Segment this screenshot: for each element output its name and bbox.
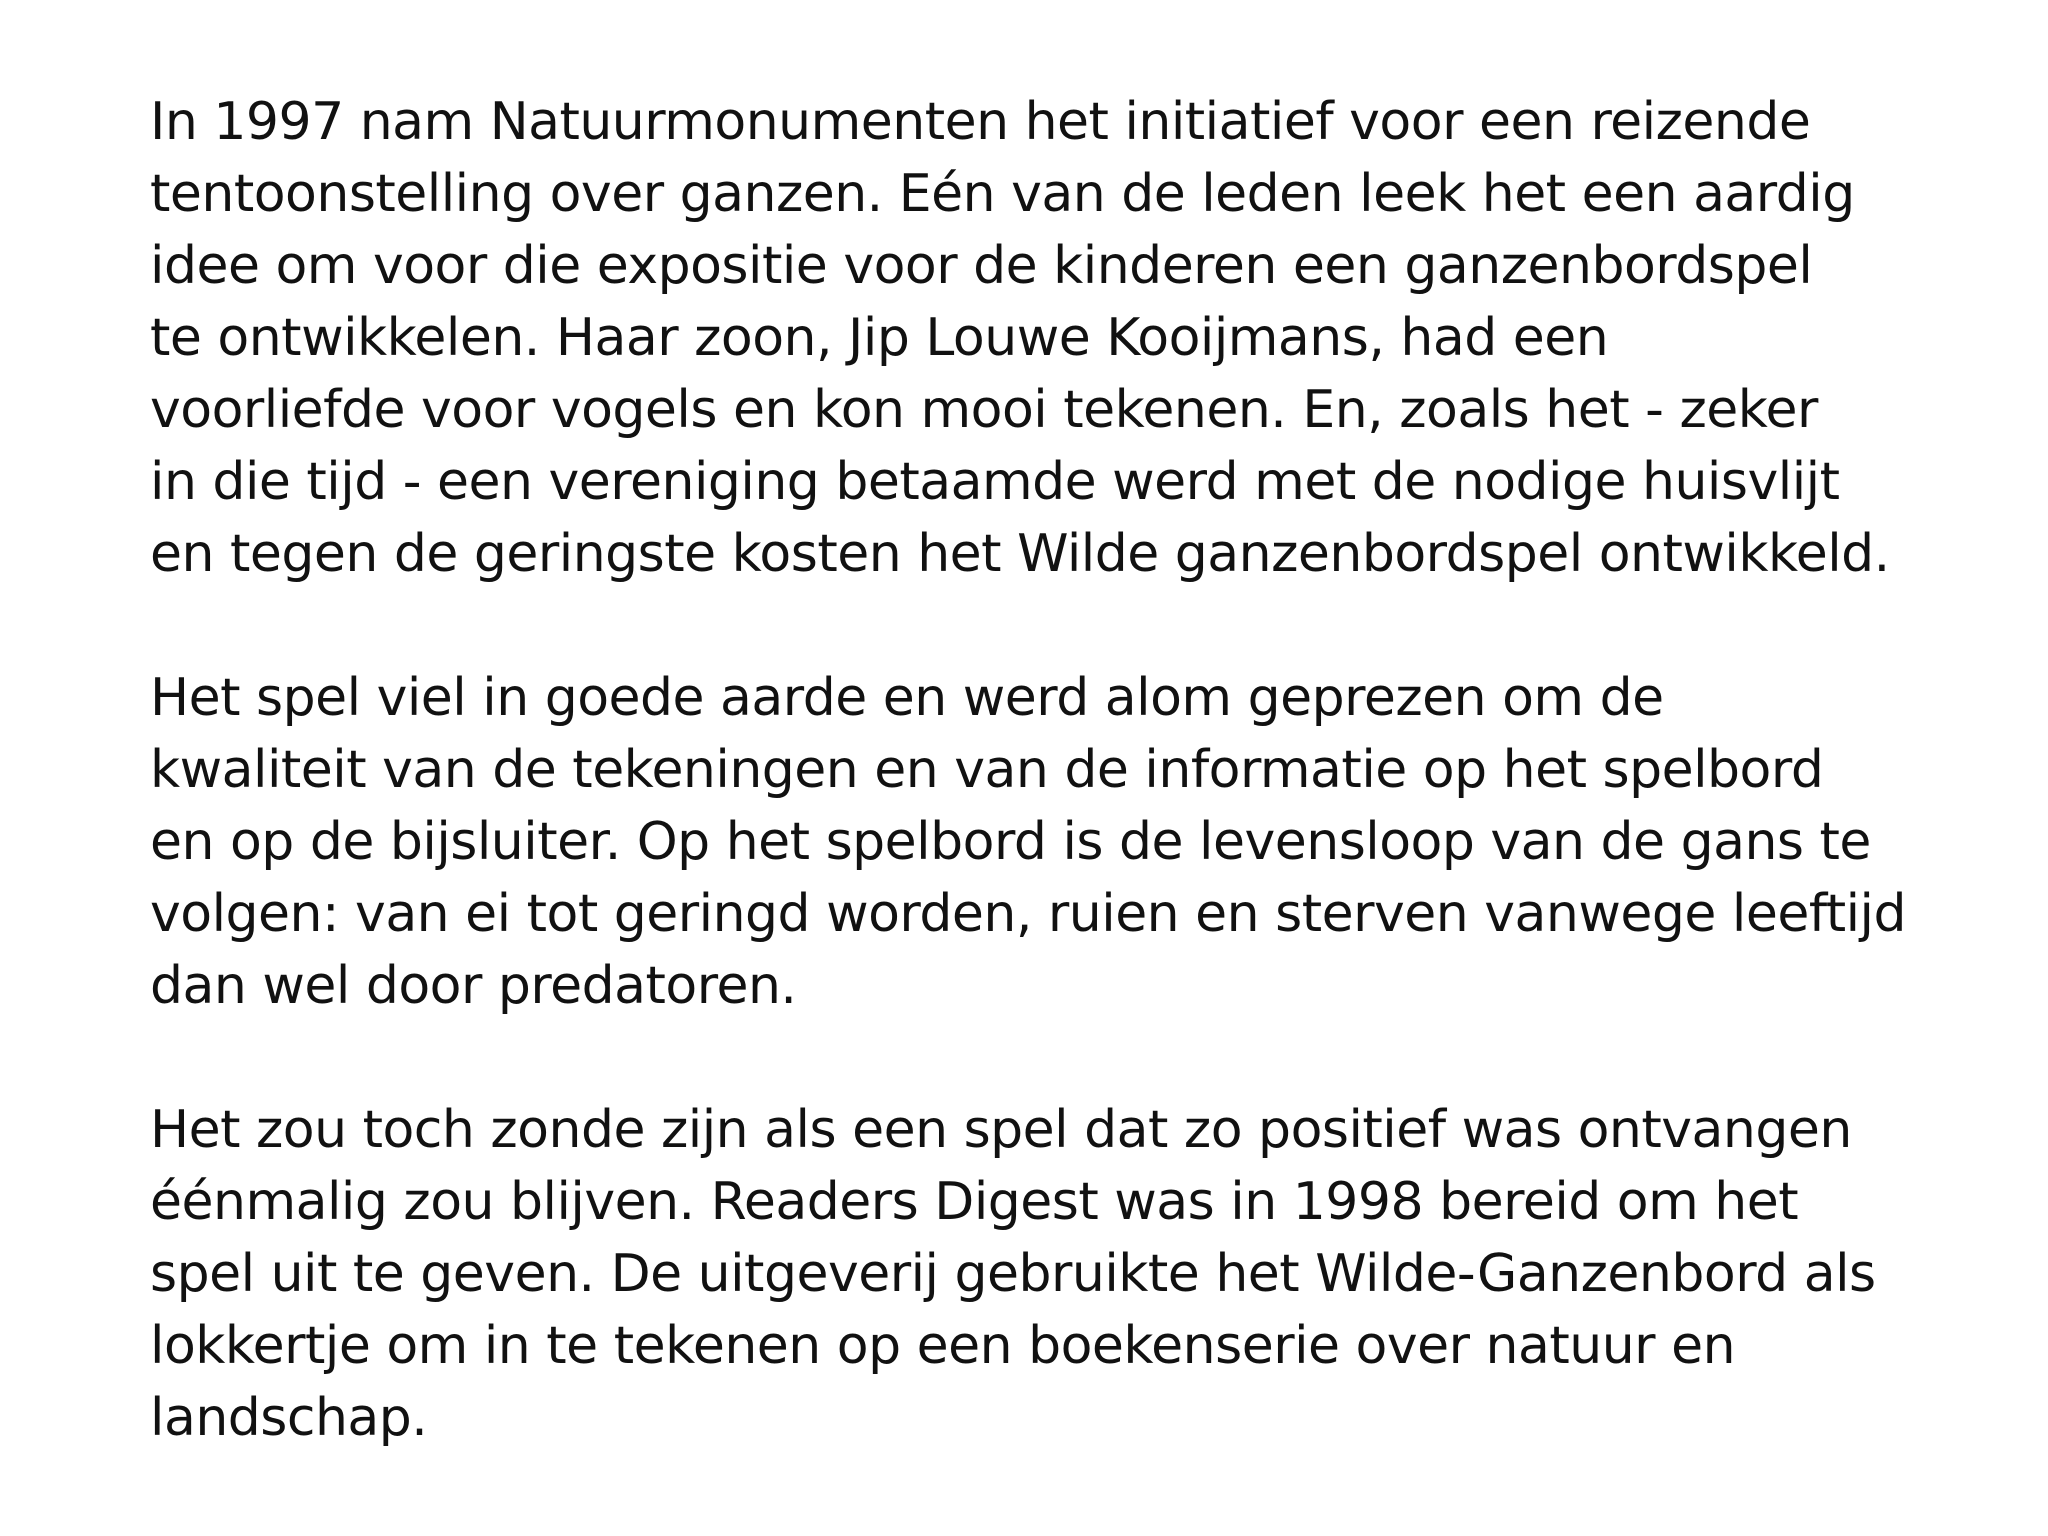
text-line: en tegen de geringste kosten het Wilde ganzenbordspel ontwikkeld. bbox=[150, 524, 1890, 584]
paragraph-publication bbox=[150, 1094, 1988, 1454]
text-line: in die tijd - een vereniging betaamde werd met de nodige huisvlijt bbox=[150, 452, 1840, 512]
text-line: Het zou toch zonde zijn als een spel dat zo positief was ontvangen bbox=[150, 1100, 1852, 1160]
text-line: volgen: van ei tot geringd worden, ruien en sterven vanwege leeftijd bbox=[150, 884, 1907, 944]
text-line: te ontwikkelen. Haar zoon, Jip Louwe Kooijmans, had een bbox=[150, 308, 1609, 368]
text-line: voorliefde voor vogels en kon mooi tekenen. En, zoals het - zeker bbox=[150, 380, 1818, 440]
paragraph-reception bbox=[150, 662, 1988, 1022]
text-line: lokkertje om in te tekenen op een boekenserie over natuur en bbox=[150, 1316, 1736, 1376]
text-block bbox=[150, 86, 1988, 1454]
text-line: tentoonstelling over ganzen. Eén van de leden leek het een aardig bbox=[150, 164, 1855, 224]
text-line: idee om voor die expositie voor de kinderen een ganzenbordspel bbox=[150, 236, 1813, 296]
paragraph-history bbox=[150, 86, 1988, 590]
text-line: Het spel viel in goede aarde en werd alom geprezen om de bbox=[150, 668, 1664, 728]
text-line: kwaliteit van de tekeningen en van de informatie op het spelbord bbox=[150, 740, 1824, 800]
text-line: landschap. bbox=[150, 1388, 428, 1448]
text-line: dan wel door predatoren. bbox=[150, 956, 797, 1016]
text-line: spel uit te geven. De uitgeverij gebruikte het Wilde-Ganzenbord als bbox=[150, 1244, 1876, 1304]
text-line: In 1997 nam Natuurmonumenten het initiatief voor een reizende bbox=[150, 92, 1811, 152]
text-line: éénmalig zou blijven. Readers Digest was in 1998 bereid om het bbox=[150, 1172, 1799, 1232]
text-line: en op de bijsluiter. Op het spelbord is de levensloop van de gans te bbox=[150, 812, 1871, 872]
